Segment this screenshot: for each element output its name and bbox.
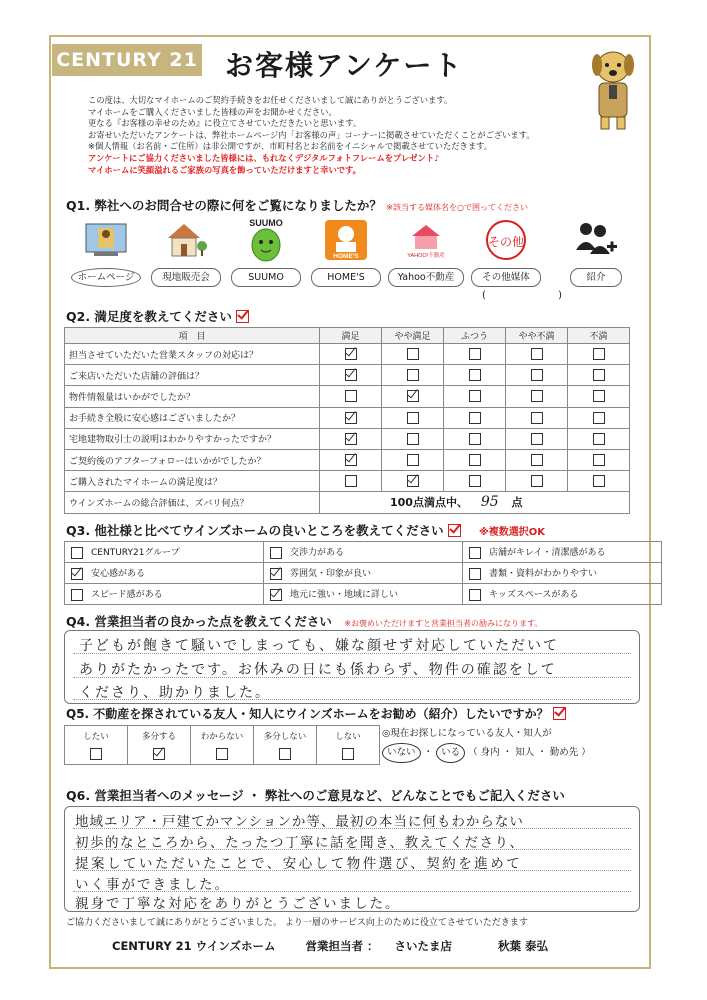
footer-staff-name: 秋葉 泰弘 [498,939,549,953]
q5-friend-question: ◎現在お探しになっている友人・知人が いない ・ いる （ 身内 ・ 知人 ・ 勤め先 ） [382,725,640,763]
q1-media-options [66,218,641,298]
q2-rating-checkbox[interactable] [593,433,605,445]
q1-label-referral: 紹介 [570,268,622,287]
q3-options-table [64,541,662,605]
q2-rating-cell [506,449,568,470]
q2-rating-checkbox[interactable] [469,412,481,424]
q2-rating-checkbox[interactable] [531,390,543,402]
q2-rating-checkbox[interactable] [531,454,543,466]
q5-option-checkbox[interactable] [90,748,102,760]
q4-answer-box[interactable] [64,630,640,704]
q5-options-table [64,725,380,765]
q2-rating-checkbox[interactable] [345,348,357,360]
q2-rating-cell [382,428,444,449]
q5-option-checkbox[interactable] [279,748,291,760]
q2-rating-checkbox[interactable] [345,454,357,466]
homes-icon [322,218,370,262]
q2-satisfaction-table [64,327,630,514]
q2-rating-cell [568,449,630,470]
q2-header-level: やや不満 [506,328,568,344]
q2-score-cell: 100点満点中、 95 点 [320,492,630,513]
q2-rating-cell [568,407,630,428]
q3-option-label: 交渉力がある [290,548,345,559]
q2-rating-cell [506,365,568,386]
q4-title: Q4. 営業担当者の良かった点を教えてください ※お褒めいただけますと営業担当者の励みになります。 [66,614,543,629]
q1-label-yahoo: Yahoo不動産 [388,268,464,287]
q5-option-label: わからない [200,732,244,742]
q6-answer-line: 地域エリア・戸建てかマンションか等、最初の本当に何もわからない [75,814,524,830]
homepage-icon [82,218,130,262]
q1-option-other[interactable] [466,218,546,287]
q5-none-circled[interactable]: いない [382,743,421,763]
q3-option[interactable] [65,584,264,605]
q3-option-checkbox[interactable] [270,589,282,601]
q2-rating-cell [568,471,630,492]
q2-rating-checkbox[interactable] [531,348,543,360]
q3-option-checkbox[interactable] [469,589,481,601]
q3-option[interactable] [463,584,662,605]
q2-rating-checkbox[interactable] [345,475,357,487]
q2-rating-cell [382,471,444,492]
q2-row [65,386,630,407]
q2-rating-cell [444,344,506,365]
q2-rating-checkbox[interactable] [407,454,419,466]
svg-text:その他: その他 [487,235,525,249]
q3-option[interactable] [463,563,662,584]
q2-rating-checkbox[interactable] [407,390,419,402]
q6-answer-line: 親身で丁寧な対応をありがとうございました。 [75,896,401,912]
q2-row-label: 物件情報量はいかがでしたか？ [65,386,320,407]
q5-option-checkbox[interactable] [342,748,354,760]
q2-rating-cell [320,471,382,492]
q3-option[interactable] [264,584,463,605]
q3-option[interactable] [264,542,463,563]
red-check-icon [236,310,249,323]
q5-option-label: 多分しない [263,732,307,742]
q3-option-label: 雰囲気・印象が良い [290,569,372,580]
q4-answer-line: くださり、助かりました。 [79,685,271,701]
q3-option[interactable] [264,563,463,584]
q1-option-yahoo[interactable] [386,218,466,287]
q2-rating-checkbox[interactable] [469,369,481,381]
q3-option-checkbox[interactable] [71,547,83,559]
q3-option-label: CENTURY21グループ [91,548,180,559]
q2-rating-cell [568,365,630,386]
q3-option[interactable] [65,542,264,563]
dog-mascot-icon [583,45,643,135]
q2-rating-checkbox[interactable] [407,475,419,487]
q2-rating-checkbox[interactable] [531,412,543,424]
q2-rating-cell [320,449,382,470]
q2-rating-cell [382,365,444,386]
q2-rating-checkbox[interactable] [469,390,481,402]
q2-rating-cell [506,471,568,492]
q2-header-level: ふつう [444,328,506,344]
q2-rating-cell [506,428,568,449]
q2-rating-cell [320,428,382,449]
q2-rating-checkbox[interactable] [593,390,605,402]
q3-option-checkbox[interactable] [270,547,282,559]
q2-row-label: 宅地建物取引士の説明はわかりやすかったですか？ [65,428,320,449]
q2-score-label: ウインズホームの総合評価は、ズバリ何点？ [65,492,320,513]
q1-label-homepage: ホームページ [71,268,141,287]
q2-rating-cell [444,428,506,449]
q5-option-label: 多分する [141,732,176,742]
q2-header-level: 満足 [320,328,382,344]
q2-row [65,407,630,428]
q2-row [65,428,630,449]
q3-option-label: 安心感がある [91,569,146,580]
q2-rating-checkbox[interactable] [469,454,481,466]
q2-rating-checkbox[interactable] [407,348,419,360]
q2-rating-cell [444,386,506,407]
q2-rating-cell [382,449,444,470]
q2-rating-checkbox[interactable] [593,412,605,424]
red-check-icon [553,707,566,720]
q3-option-checkbox[interactable] [71,589,83,601]
q1-option-open-house[interactable] [146,218,226,287]
q2-header-level: 不満 [568,328,630,344]
q2-title: Q2. 満足度を教えてください [66,307,249,325]
q2-rating-checkbox[interactable] [345,412,357,424]
brand-logo: CENTURY 21 [52,44,202,76]
q2-row-label: 担当させていただいた営業スタッフの対応は？ [65,344,320,365]
q1-other-parentheses: ( ) [482,290,562,301]
q5-option-checkbox[interactable] [153,748,165,760]
page-title: お客様アンケート [225,49,464,82]
q2-rating-cell [382,386,444,407]
q4-answer-line: 子どもが飽きて騒いでしまっても、嫌な顔せず対応していただいて [79,638,559,654]
q2-row [65,449,630,470]
q2-header-level: やや満足 [382,328,444,344]
q2-rating-cell [444,365,506,386]
intro-text: この度は、大切なマイホームのご契約手続きをお任せくださいまして誠にありがとうございます。 マイホームをご購入くださいました皆様の声をお聞かせください。 更なる『お客様の幸せのため』に役立てさせていただきたいと思います。 お寄せいただいたアンケートは、弊社ホームページ内「お客様の声」コーナーに掲載させていただくことがございます。 ※個人情報（お名前・ご住所）は非公開ですが、市町村名とお名前をイニシャルで掲載させていただきます。 アンケートにご協力くださいました皆様には、もれなくデジタルフォトフレームをプレゼント♪ マイホームに笑顔溢れるご家族の写真を飾っていただけますと幸いです。 [88,95,535,175]
q2-rating-cell [568,428,630,449]
q2-rating-checkbox[interactable] [593,475,605,487]
q4-answer-line: ありがたかったです。お休みの日にも係わらず、物件の確認をして [79,662,557,678]
footer-store: さいたま店 [394,939,453,953]
q3-title: Q3. 他社様と比べてウインズホームの良いところを教えてください ※複数選択OK [66,523,546,538]
q3-option-label: スピード感がある [91,590,163,601]
q5-option-checkbox[interactable] [216,748,228,760]
q2-rating-checkbox[interactable] [345,433,357,445]
q2-rating-cell [382,407,444,428]
q2-rating-checkbox[interactable] [531,433,543,445]
q2-rating-checkbox[interactable] [531,475,543,487]
q3-option-checkbox[interactable] [469,568,481,580]
q2-row [65,344,630,365]
q2-rating-checkbox[interactable] [407,369,419,381]
q2-score-value[interactable]: 95 [480,494,499,511]
q2-rating-cell [506,407,568,428]
q1-title: Q1. 弊社へのお問合せの際に何をご覧になりましたか？ ※該当する媒体名を○で囲ってください [66,198,528,213]
q5-option[interactable] [191,726,254,765]
q5-title: Q5. 不動産を探されている友人・知人にウインズホームをお勧め（紹介）したいですか？ [66,705,566,722]
q6-answer-line: 初歩的なところから、たったつ丁寧に話を聞き、教えてくださり、 [75,835,525,851]
q5-option[interactable] [254,726,317,765]
q3-option-label: 地元に強い・地域に詳しい [290,590,399,601]
q1-label-other: その他媒体 [471,268,541,287]
q2-rating-cell [444,449,506,470]
q2-rating-cell [506,386,568,407]
q2-rating-cell [568,344,630,365]
q2-row-label: ご来店いただいた店舗の評価は？ [65,365,320,386]
q2-rating-checkbox[interactable] [469,475,481,487]
footer-staff-label: 営業担当者 ： [305,939,379,953]
q3-option[interactable] [463,542,662,563]
q6-answer-box[interactable] [64,806,640,912]
footer-company: ウインズホーム [195,939,276,953]
house-icon [162,218,210,262]
q1-option-referral[interactable] [556,218,636,287]
q2-rating-checkbox[interactable] [531,369,543,381]
svg-text:HOME'S: HOME'S [333,253,359,260]
q3-option-label: キッズスペースがある [489,590,579,601]
footer-brand: CENTURY 21 [112,939,192,953]
q1-option-homepage[interactable] [66,218,146,287]
q2-rating-cell [320,365,382,386]
q5-option-label: したい [83,732,109,742]
q2-rating-checkbox[interactable] [469,433,481,445]
q3-option-label: 書類・資料がわかりやすい [489,569,598,580]
q5-option[interactable] [317,726,380,765]
q2-rating-cell [506,344,568,365]
q5-yes-circled[interactable]: いる [436,743,465,763]
q3-option[interactable] [65,563,264,584]
q6-title: Q6. 営業担当者へのメッセージ ・ 弊社へのご意見など、どんなことでもご記入ください [66,788,565,803]
q2-rating-cell [568,386,630,407]
q2-rating-checkbox[interactable] [593,454,605,466]
q1-label-open-house: 現地販売会 [151,268,221,287]
q2-rating-cell [444,407,506,428]
q2-row-label: お手続き全般に安心感はございましたか？ [65,407,320,428]
q2-rating-checkbox[interactable] [345,369,357,381]
q2-row-label: ご契約後のアフターフォローはいかがでしたか？ [65,449,320,470]
people-add-icon [572,218,620,262]
q3-option-checkbox[interactable] [469,547,481,559]
q5-option[interactable] [65,726,128,765]
q2-row [65,365,630,386]
footer-bar [112,938,632,954]
svg-text:SUUMO: SUUMO [249,218,283,228]
yahoo-house-icon [402,218,450,262]
suumo-icon [242,218,290,262]
q2-rating-checkbox[interactable] [407,433,419,445]
q2-rating-cell [444,471,506,492]
q2-rating-checkbox[interactable] [345,390,357,402]
q2-rating-checkbox[interactable] [469,348,481,360]
q2-header-item: 項 目 [65,328,320,344]
q3-option-checkbox[interactable] [270,568,282,580]
q2-rating-cell [382,344,444,365]
q3-option-checkbox[interactable] [71,568,83,580]
sonota-stamp-icon [482,218,530,262]
q2-rating-cell [320,344,382,365]
q5-option-label: しない [335,732,361,742]
q1-option-homes[interactable] [306,218,386,287]
footer-thanks: ご協力くださいまして誠にありがとうございました。 より一層のサービス向上のために役立てさせていただきます [66,918,528,928]
q1-label-suumo: SUUMO [231,268,301,287]
q6-answer-line: いく事ができました。 [75,877,230,893]
q2-rating-checkbox[interactable] [407,412,419,424]
q3-option-label: 店舗がキレイ・清潔感がある [489,548,606,559]
q1-label-homes: HOME'S [311,268,381,287]
q5-option[interactable] [128,726,191,765]
red-check-icon [448,524,461,537]
q2-rating-checkbox[interactable] [593,369,605,381]
q6-answer-line: 提案していただいたことで、安心して物件選び、契約を進めて [75,856,523,872]
q2-row [65,471,630,492]
q2-row-label: ご購入されたマイホームの満足度は？ [65,471,320,492]
q1-option-suumo[interactable] [226,218,306,287]
q2-rating-checkbox[interactable] [593,348,605,360]
q2-rating-cell [320,407,382,428]
svg-text:YAHOO!不動産: YAHOO!不動産 [407,253,445,259]
q2-rating-cell [320,386,382,407]
